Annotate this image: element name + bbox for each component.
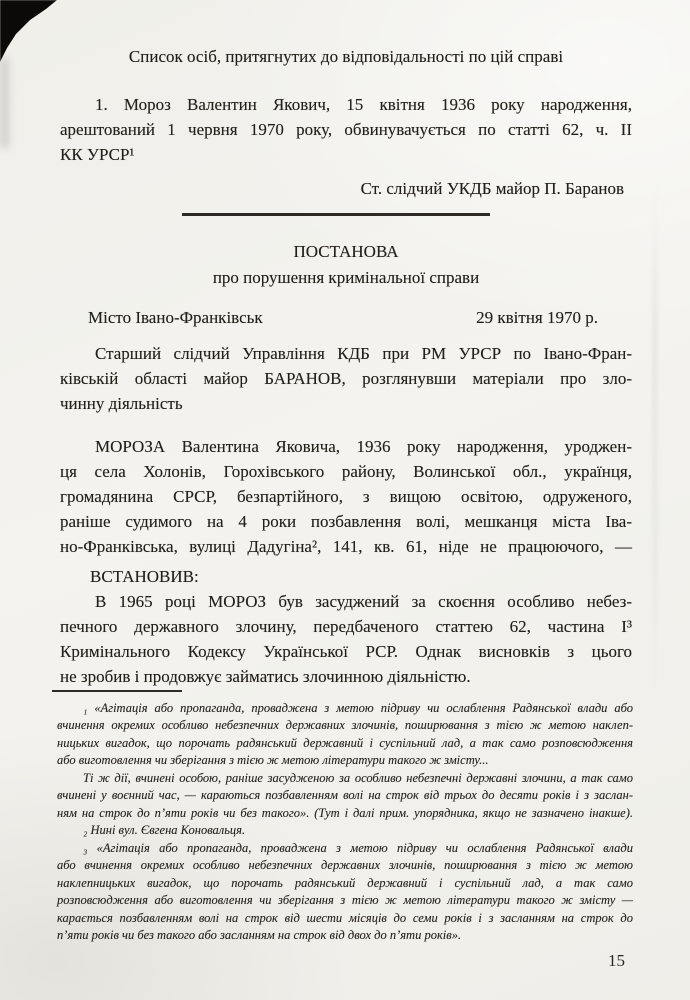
footnote-1-continued [57, 770, 633, 823]
text-line: п’яти років чи без такого або засланням на строк від двох до п’яти років». [57, 928, 462, 942]
text-line: громадянина СРСР, безпартійного, з вищою освітою, одруженого, [60, 486, 632, 506]
text-line: МОРОЗА Валентина Яковича, 1936 року народження, уроджен- [95, 436, 632, 456]
text-line: ця села Холонів, Горохівського району, Волинської обл., українця, [60, 461, 632, 481]
scan-smudge [0, 58, 9, 148]
page-crease-shadow [653, 180, 657, 700]
resolution-title: ПОСТАНОВА [293, 241, 399, 261]
place-label: Місто Івано-Франківськ [88, 307, 263, 327]
text-line: печного державного злочину, передбаченого статтею 62, частина І³ [60, 616, 632, 636]
text-line: В 1965 році МОРОЗ був засуджений за скоєння особливо небез- [95, 591, 632, 611]
text-line: Старший слідчий Управління КДБ при РМ УРСР по Івано-Фран- [95, 343, 632, 363]
text-line: вчинені у воєнний час, — караються позбавленням волі на строк від трьох до десяти років і з заслан- [57, 788, 633, 802]
text-line: карається позбавленням волі на строк від шести місяців до семи років і з засланням на строк до [57, 910, 633, 925]
footnote-rule [52, 690, 182, 692]
text-line: або вчинення окремих особливо небезпечних державних злочинів, поширювання з тією ж метою [57, 858, 633, 872]
text-line: ківській області майор БАРАНОВ, розглянувши матеріали про зло- [60, 368, 632, 388]
text-line: раніше судимого на 4 роки позбавлення волі, мешканця міста Іва- [60, 511, 632, 531]
page-number: 15 [608, 951, 625, 970]
text-line: не зробив і продовжує займатись злочинною діяльністю. [60, 666, 471, 686]
page-content [57, 46, 633, 945]
text-line: ₃ «Агітація або пропаганда, проваджена з метою підриву чи ослаблення Радянської влади [83, 840, 633, 855]
text-line: КК УРСР¹ [60, 145, 135, 164]
place-date-row [60, 307, 632, 329]
found-heading: ВСТАНОВИВ: [90, 566, 199, 586]
resolution-heading [60, 239, 632, 291]
footnote-1 [57, 700, 633, 770]
text-line: 1. Мороз Валентин Якович, 15 квітня 1936 року народження, [95, 95, 632, 114]
footnotes-section [57, 700, 633, 945]
text-line: вчинення окремих особливо небезпечних державних злочинів, поширювання з тією ж метою наклеп- [57, 718, 633, 732]
accused-entry-paragraph [60, 92, 632, 167]
investigator-signature: Ст. слідчий УКДБ майор П. Баранов [360, 179, 624, 198]
text-line: арештований 1 червня 1970 року, обвинувачується по статті 62, ч. ІІ [60, 120, 632, 139]
text-line: ницьких вигадок, що порочать радянський державний і суспільний лад, а так само розповсюдження [57, 735, 633, 750]
text-line: чинну діяльність [60, 393, 183, 413]
investigator-intro-paragraph [60, 341, 632, 416]
text-line: ₂ Нині вул. Євгена Коновальця. [83, 823, 246, 837]
text-line: Ті ж дії, вчинені особою, раніше засудженою за особливо небезпечні державні злочини, а так само [83, 770, 633, 785]
text-line: наклепницьких вигадок, що порочать радянський державний і суспільний лад, а так само [57, 875, 633, 890]
text-line: ням на строк до п’яти років чи без такого». (Тут і далі прим. упорядника, якщо не зазначено інакше). [57, 805, 633, 820]
accused-details-paragraph [60, 434, 632, 559]
section-divider [182, 213, 490, 216]
resolution-subtitle: про порушення кримінальної справи [212, 267, 480, 287]
text-line: но-Франківська, вулиці Дадугіна², 141, кв. 61, ніде не працюючого, — [60, 536, 632, 556]
text-line: розповсюдження або виготовлення чи зберігання з тією ж метою літератури такого ж змісту — [57, 893, 633, 907]
date-label: 29 квітня 1970 р. [476, 307, 598, 327]
text-line: ₁ «Агітація або пропаганда, проваджена з метою підриву чи ослаблення Радянської влади або [83, 700, 633, 715]
footnote-2 [57, 822, 633, 840]
text-line: або виготовлення чи зберігання з тією ж метою літератури такого ж змісту... [57, 753, 489, 767]
footnote-3 [57, 840, 633, 945]
list-heading: Список осіб, притягнутих до відповідальності по цій справі [128, 47, 564, 66]
text-line: Кримінального Кодексу Української РСР. Однак висновків з цього [60, 641, 632, 661]
findings-paragraph [60, 589, 632, 689]
scan-edge-artifact [0, 0, 62, 66]
